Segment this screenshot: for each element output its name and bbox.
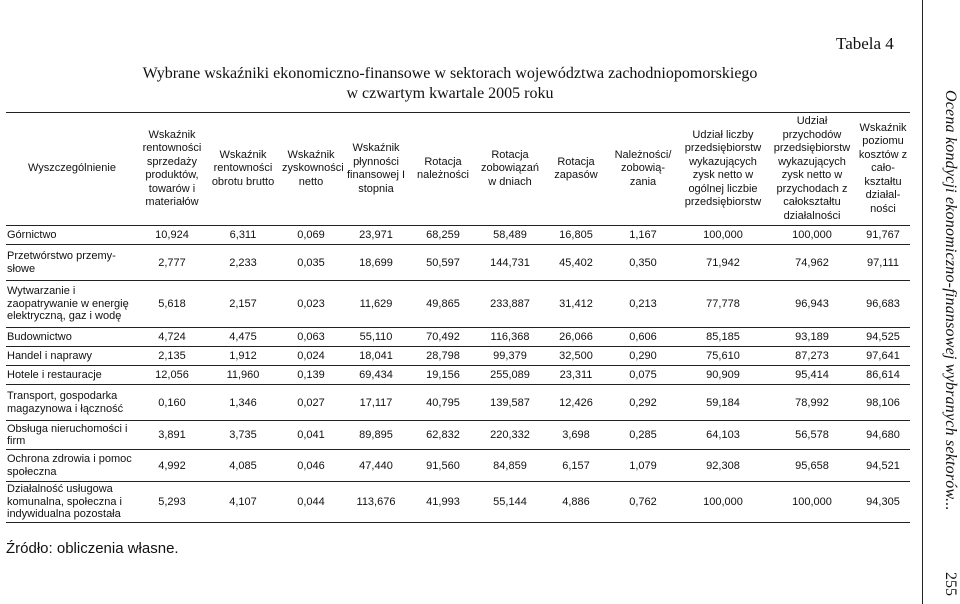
table-row [6, 281, 910, 328]
col-header: Wskaźnik poziomu kosztów z cało- kształtu działal- ności [856, 113, 910, 226]
table-cell: 75,610 [678, 347, 768, 366]
table-cell: 94,305 [856, 482, 910, 523]
table-cell: 11,629 [342, 281, 410, 328]
table-cell: 1,346 [206, 385, 280, 421]
table-cell: 18,041 [342, 347, 410, 366]
table-cell: 94,525 [856, 328, 910, 347]
table-row [6, 482, 910, 523]
table-cell: 2,135 [138, 347, 206, 366]
running-head: Ocena kondycji ekonomiczno-finansowej wybranych sektorów... [942, 90, 959, 511]
table-cell: 74,962 [768, 245, 856, 281]
table-cell: 100,000 [768, 482, 856, 523]
table-row [6, 347, 910, 366]
table-cell: 0,041 [280, 421, 342, 450]
table-cell: 78,992 [768, 385, 856, 421]
table-cell: 0,292 [608, 385, 678, 421]
table-cell: 45,402 [544, 245, 608, 281]
table-cell: 11,960 [206, 366, 280, 385]
table-cell: 86,614 [856, 366, 910, 385]
table-cell: 4,992 [138, 450, 206, 482]
table-cell: 233,887 [476, 281, 544, 328]
table-cell: 56,578 [768, 421, 856, 450]
col-header: Udział liczby przedsiębiorstw wykazujących zysk netto w ogólnej liczbie przedsiębiorstw [678, 113, 768, 226]
row-label: Hotele i restauracje [6, 366, 138, 385]
table-row [6, 421, 910, 450]
col-header: Rotacja zobowiązań w dniach [476, 113, 544, 226]
table-cell: 70,492 [410, 328, 476, 347]
table-row [6, 226, 910, 245]
table-cell: 17,117 [342, 385, 410, 421]
table-cell: 47,440 [342, 450, 410, 482]
table-cell: 18,699 [342, 245, 410, 281]
table-cell: 5,293 [138, 482, 206, 523]
table-cell: 12,426 [544, 385, 608, 421]
table-cell: 5,618 [138, 281, 206, 328]
table-cell: 4,886 [544, 482, 608, 523]
table-cell: 100,000 [768, 226, 856, 245]
table-cell: 50,597 [410, 245, 476, 281]
table-cell: 84,859 [476, 450, 544, 482]
table-cell: 0,035 [280, 245, 342, 281]
table-cell: 4,107 [206, 482, 280, 523]
table-cell: 26,066 [544, 328, 608, 347]
row-label: Handel i naprawy [6, 347, 138, 366]
table-cell: 99,379 [476, 347, 544, 366]
table-cell: 3,735 [206, 421, 280, 450]
table-cell: 94,521 [856, 450, 910, 482]
table-cell: 0,285 [608, 421, 678, 450]
table-cell: 55,110 [342, 328, 410, 347]
table-cell: 4,724 [138, 328, 206, 347]
row-label: Ochrona zdrowia i pomoc społeczna [6, 450, 138, 482]
table-cell: 0,139 [280, 366, 342, 385]
table-cell: 0,290 [608, 347, 678, 366]
table-cell: 12,056 [138, 366, 206, 385]
table-cell: 0,023 [280, 281, 342, 328]
table-cell: 28,798 [410, 347, 476, 366]
table-row [6, 245, 910, 281]
header-row [6, 113, 910, 226]
table-cell: 97,641 [856, 347, 910, 366]
table-cell: 40,795 [410, 385, 476, 421]
table-cell: 93,189 [768, 328, 856, 347]
table-cell: 116,368 [476, 328, 544, 347]
table-cell: 64,103 [678, 421, 768, 450]
table-cell: 98,106 [856, 385, 910, 421]
table-cell: 55,144 [476, 482, 544, 523]
table-cell: 23,971 [342, 226, 410, 245]
row-label: Obsługa nieruchomości i firm [6, 421, 138, 450]
indicators-table [6, 112, 910, 523]
table-cell: 255,089 [476, 366, 544, 385]
table-cell: 0,044 [280, 482, 342, 523]
row-label: Górnictwo [6, 226, 138, 245]
col-header: Wskaźnik rentowności sprzedaży produktów, towarów i materiałów [138, 113, 206, 226]
col-header: Należności/ zobowią- zania [608, 113, 678, 226]
table-cell: 58,489 [476, 226, 544, 245]
table-cell: 0,046 [280, 450, 342, 482]
row-label: Działalność usługowa komunalna, społeczna i indywidualna pozostała [6, 482, 138, 523]
table-cell: 41,993 [410, 482, 476, 523]
table-cell: 69,434 [342, 366, 410, 385]
col-header: Udział przychodów przedsiębiorstw wykazujących zysk netto w przychodach z całokształtu działalności [768, 113, 856, 226]
table-label: Tabela 4 [836, 34, 894, 53]
table-cell: 0,213 [608, 281, 678, 328]
table-cell: 97,111 [856, 245, 910, 281]
col-header: Wskaźnik zyskowności netto [280, 113, 342, 226]
table-cell: 96,943 [768, 281, 856, 328]
table-cell: 1,912 [206, 347, 280, 366]
table-cell: 1,167 [608, 226, 678, 245]
table-cell: 32,500 [544, 347, 608, 366]
table-cell: 2,157 [206, 281, 280, 328]
table-cell: 77,778 [678, 281, 768, 328]
table-row [6, 385, 910, 421]
table-cell: 1,079 [608, 450, 678, 482]
table-cell: 19,156 [410, 366, 476, 385]
table-cell: 6,157 [544, 450, 608, 482]
table-cell: 71,942 [678, 245, 768, 281]
table-cell: 0,762 [608, 482, 678, 523]
col-header: Rotacja należności [410, 113, 476, 226]
table-cell: 0,069 [280, 226, 342, 245]
table-cell: 6,311 [206, 226, 280, 245]
table-cell: 49,865 [410, 281, 476, 328]
table-cell: 90,909 [678, 366, 768, 385]
table-cell: 92,308 [678, 450, 768, 482]
table-cell: 100,000 [678, 482, 768, 523]
table-cell: 0,063 [280, 328, 342, 347]
table-cell: 0,606 [608, 328, 678, 347]
table-row [6, 328, 910, 347]
col-header: Rotacja zapasów [544, 113, 608, 226]
table-cell: 91,767 [856, 226, 910, 245]
table-cell: 4,085 [206, 450, 280, 482]
row-label: Budownictwo [6, 328, 138, 347]
table-cell: 144,731 [476, 245, 544, 281]
col-header: Wskaźnik rentowności obrotu brutto [206, 113, 280, 226]
table-cell: 91,560 [410, 450, 476, 482]
table-cell: 0,075 [608, 366, 678, 385]
row-label: Wytwarzanie i zaopatrywanie w energię elektryczną, gaz i wodę [6, 281, 138, 328]
table-cell: 23,311 [544, 366, 608, 385]
table-cell: 3,891 [138, 421, 206, 450]
col-header: Wyszczególnienie [6, 113, 138, 226]
table-cell: 85,185 [678, 328, 768, 347]
table-cell: 96,683 [856, 281, 910, 328]
table-cell: 0,027 [280, 385, 342, 421]
source-note: Źródło: obliczenia własne. [6, 540, 179, 557]
table-cell: 10,924 [138, 226, 206, 245]
table-cell: 139,587 [476, 385, 544, 421]
table-cell: 2,777 [138, 245, 206, 281]
table-cell: 16,805 [544, 226, 608, 245]
table-cell: 0,160 [138, 385, 206, 421]
table-cell: 2,233 [206, 245, 280, 281]
table-cell: 59,184 [678, 385, 768, 421]
table-row [6, 366, 910, 385]
table-title-line2: w czwartym kwartale 2005 roku [346, 85, 554, 102]
table-cell: 220,332 [476, 421, 544, 450]
col-header: Wskaźnik płynności finansowej I stopnia [342, 113, 410, 226]
table-cell: 100,000 [678, 226, 768, 245]
table-cell: 113,676 [342, 482, 410, 523]
table-cell: 94,680 [856, 421, 910, 450]
table-cell: 3,698 [544, 421, 608, 450]
table-cell: 87,273 [768, 347, 856, 366]
table-cell: 68,259 [410, 226, 476, 245]
table-row [6, 450, 910, 482]
table-cell: 31,412 [544, 281, 608, 328]
table-cell: 0,350 [608, 245, 678, 281]
row-label: Transport, gospodarka magazynowa i łączność [6, 385, 138, 421]
table-cell: 89,895 [342, 421, 410, 450]
table-cell: 95,414 [768, 366, 856, 385]
table-cell: 62,832 [410, 421, 476, 450]
table-title-line1: Wybrane wskaźniki ekonomiczno-finansowe w sektorach województwa zachodniopomorskiego [142, 65, 758, 82]
row-label: Przetwórstwo przemy- słowe [6, 245, 138, 281]
table-cell: 95,658 [768, 450, 856, 482]
page-number: 255 [942, 572, 959, 596]
table-cell: 4,475 [206, 328, 280, 347]
table-cell: 0,024 [280, 347, 342, 366]
